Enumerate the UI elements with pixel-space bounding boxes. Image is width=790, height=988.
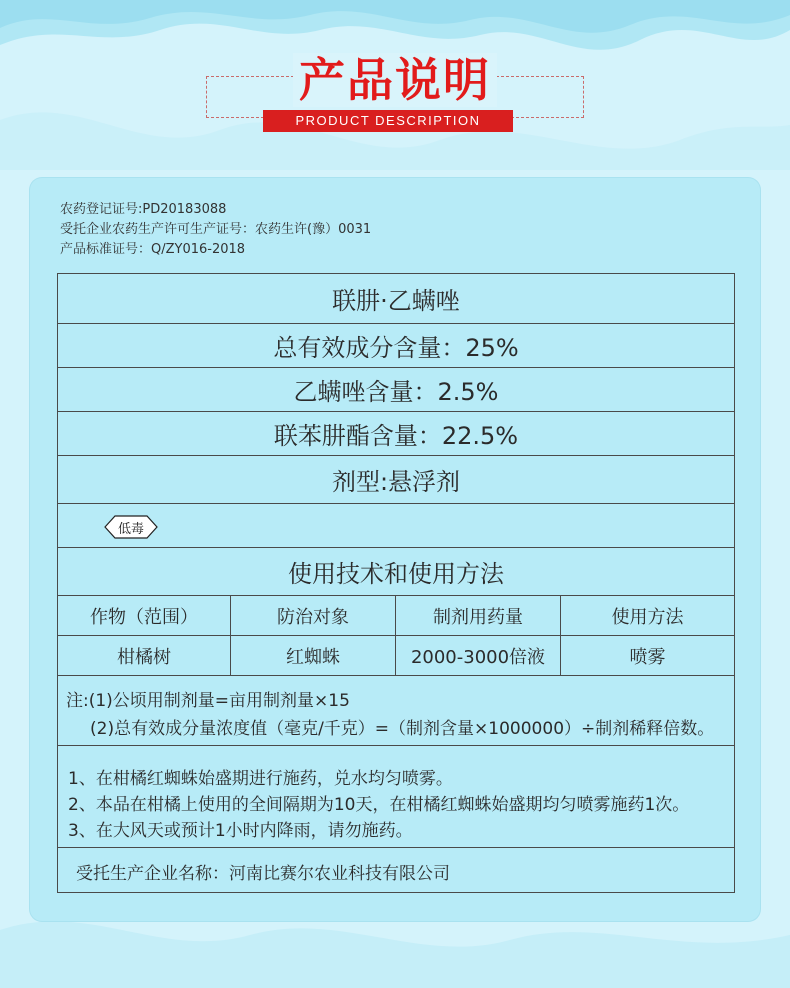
instructions-section <box>58 746 734 848</box>
table-row <box>58 636 734 676</box>
etoxazole-content: 乙螨唑含量：2.5% <box>58 368 734 412</box>
usage-header-row <box>58 596 734 636</box>
column-header: 防治对象 <box>231 596 396 635</box>
registration-number: 农药登记证号:PD20183088 <box>60 202 227 217</box>
production-license: 受托企业农药生产许可生产证号：农药生许(豫）0031 <box>60 222 372 237</box>
notes-section <box>58 676 734 746</box>
toxicity-badge <box>103 514 159 540</box>
toxicity-label: 低毒 <box>117 521 144 537</box>
method-cell: 喷雾 <box>629 646 666 668</box>
column-header: 作物（范围） <box>58 596 231 635</box>
manufacturer-section <box>58 848 734 892</box>
total-content: 总有效成分含量：25% <box>58 324 734 368</box>
crop-cell: 柑橘树 <box>58 636 231 675</box>
note-line-1: 注:(1)公顷用制剂量=亩用制剂量×15 <box>66 691 350 711</box>
product-table <box>57 273 735 893</box>
manufacturer-name: 受托生产企业名称：河南比赛尔农业科技有限公司 <box>76 864 450 884</box>
product-name: 联肼·乙螨唑 <box>58 274 734 324</box>
column-header: 使用方法 <box>611 606 684 628</box>
formulation: 剂型:悬浮剂 <box>58 456 734 504</box>
usage-title: 使用技术和使用方法 <box>58 548 734 596</box>
page-title-text: 产品说明 <box>293 53 497 107</box>
dosage-cell: 2000-3000倍液 <box>396 636 561 675</box>
column-header: 制剂用药量 <box>396 596 561 635</box>
instruction-line: 2、本品在柑橘上使用的全间隔期为10天，在柑橘红蜘蛛始盛期均匀喷雾施药1次。 <box>68 795 690 815</box>
bifenazate-content: 联苯肼酯含量：22.5% <box>58 412 734 456</box>
page-subtitle: PRODUCT DESCRIPTION <box>263 110 513 132</box>
note-line-2: (2)总有效成分量浓度值（毫克/千克）=（制剂含量×1000000）÷制剂稀释倍数。 <box>90 719 715 739</box>
page-title <box>0 50 790 110</box>
instruction-line: 1、在柑橘红蜘蛛始盛期进行施药，兑水均匀喷雾。 <box>68 769 453 789</box>
toxicity-row <box>58 504 734 548</box>
standard-number: 产品标准证号：Q/ZY016-2018 <box>60 242 246 257</box>
instruction-line: 3、在大风天或预计1小时内降雨，请勿施药。 <box>68 821 413 841</box>
target-cell: 红蜘蛛 <box>231 636 396 675</box>
